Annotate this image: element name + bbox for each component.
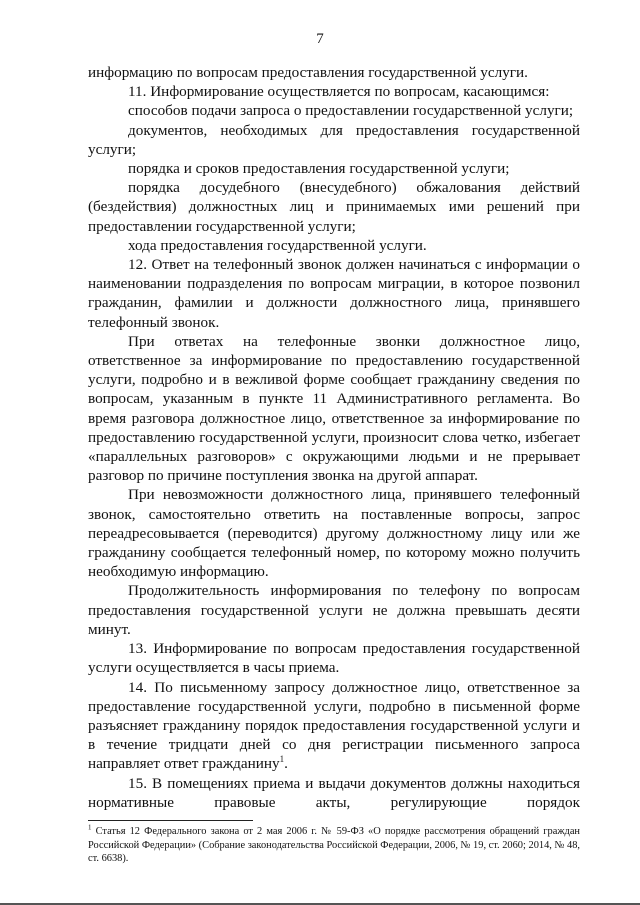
footnote-reference[interactable]: 1 [279, 754, 285, 765]
paragraph-item-15: 15. В помещениях приема и выдачи документов должны находиться нормативные правовые акты, регулирующие порядок [88, 774, 580, 811]
list-item: порядка досудебного (внесудебного) обжалования действий (бездействия) должностных лиц и принимаемых ими решений при предоставлении государственной услуги; [88, 179, 580, 235]
paragraph-item-12: 12. Ответ на телефонный звонок должен начинаться с информации о наименовании подразделения по вопросам миграции, в которое позвонил гражданин, фамилии и должности должностного лица, принявшего телефонный звонок. [88, 256, 580, 331]
page-column [88, 63, 580, 866]
paragraph-item-13: 13. Информирование по вопросам предоставления государственной услуги осуществляется в часы приема. [88, 640, 580, 677]
paragraph-text: 14. По письменному запросу должностное лицо, ответственное за предоставление государственной услуги, подробно в письменной форме разъясняет гражданину порядок предоставления государственной услуги и в течение тридцати дней со дня регистрации письменного запроса направляет ответ гражданину [88, 678, 580, 773]
paragraph: информацию по вопросам предоставления государственной услуги. [88, 64, 528, 81]
footnote [88, 825, 580, 866]
footnote-marker: 1 [88, 823, 92, 832]
paragraph: При ответах на телефонные звонки должностное лицо, ответственное за информирование по предоставлению государственной услуги, подробно и в вежливой форме сообщает гражданину сведения по вопросам, указанным в пункте 11 Административного регламента. Во время разговора должностное лицо, ответственное за информирование по предоставлению государственной услуги, произносит слова четко, избегает «параллельных разговоров» с окружающими людьми и не прерывает разговор по причине поступления звонка на другой аппарат. [88, 332, 580, 485]
list-item: способов подачи запроса о предоставлении государственной услуги; [128, 102, 574, 120]
list-item: хода предоставления государственной услуги. [128, 236, 427, 254]
paragraph-tail: . [284, 755, 288, 773]
list-item: документов, необходимых для предоставления государственной услуги; [88, 121, 580, 158]
paragraph: При невозможности должностного лица, принявшего телефонный звонок, самостоятельно ответить на поставленные вопросы, запрос переадресовывается (переводится) другому должностному лицу или же гражданину сообщается телефонный номер, по которому можно получить необходимую информацию. [88, 486, 580, 581]
paragraph-item-14 [88, 678, 580, 774]
paragraph: Продолжительность информирования по телефону по вопросам предоставления государственной услуги не должна превышать десяти минут. [88, 582, 580, 638]
paragraph-item-11: 11. Информирование осуществляется по вопросам, касающимся: [128, 83, 550, 101]
footnote-separator [88, 820, 253, 821]
list-item: порядка и сроков предоставления государственной услуги; [128, 160, 510, 178]
document-body [88, 63, 580, 812]
page-number: 7 [316, 31, 324, 47]
footnote-text: Статья 12 Федерального закона от 2 мая 2006 г. № 59-ФЗ «О порядке рассмотрения обращений граждан Российской Федерации» (Собрание законодательства Российской Федерации, 2006, № 19, ст. 2060; 2014, № 48, ст. 6638). [88, 825, 580, 865]
